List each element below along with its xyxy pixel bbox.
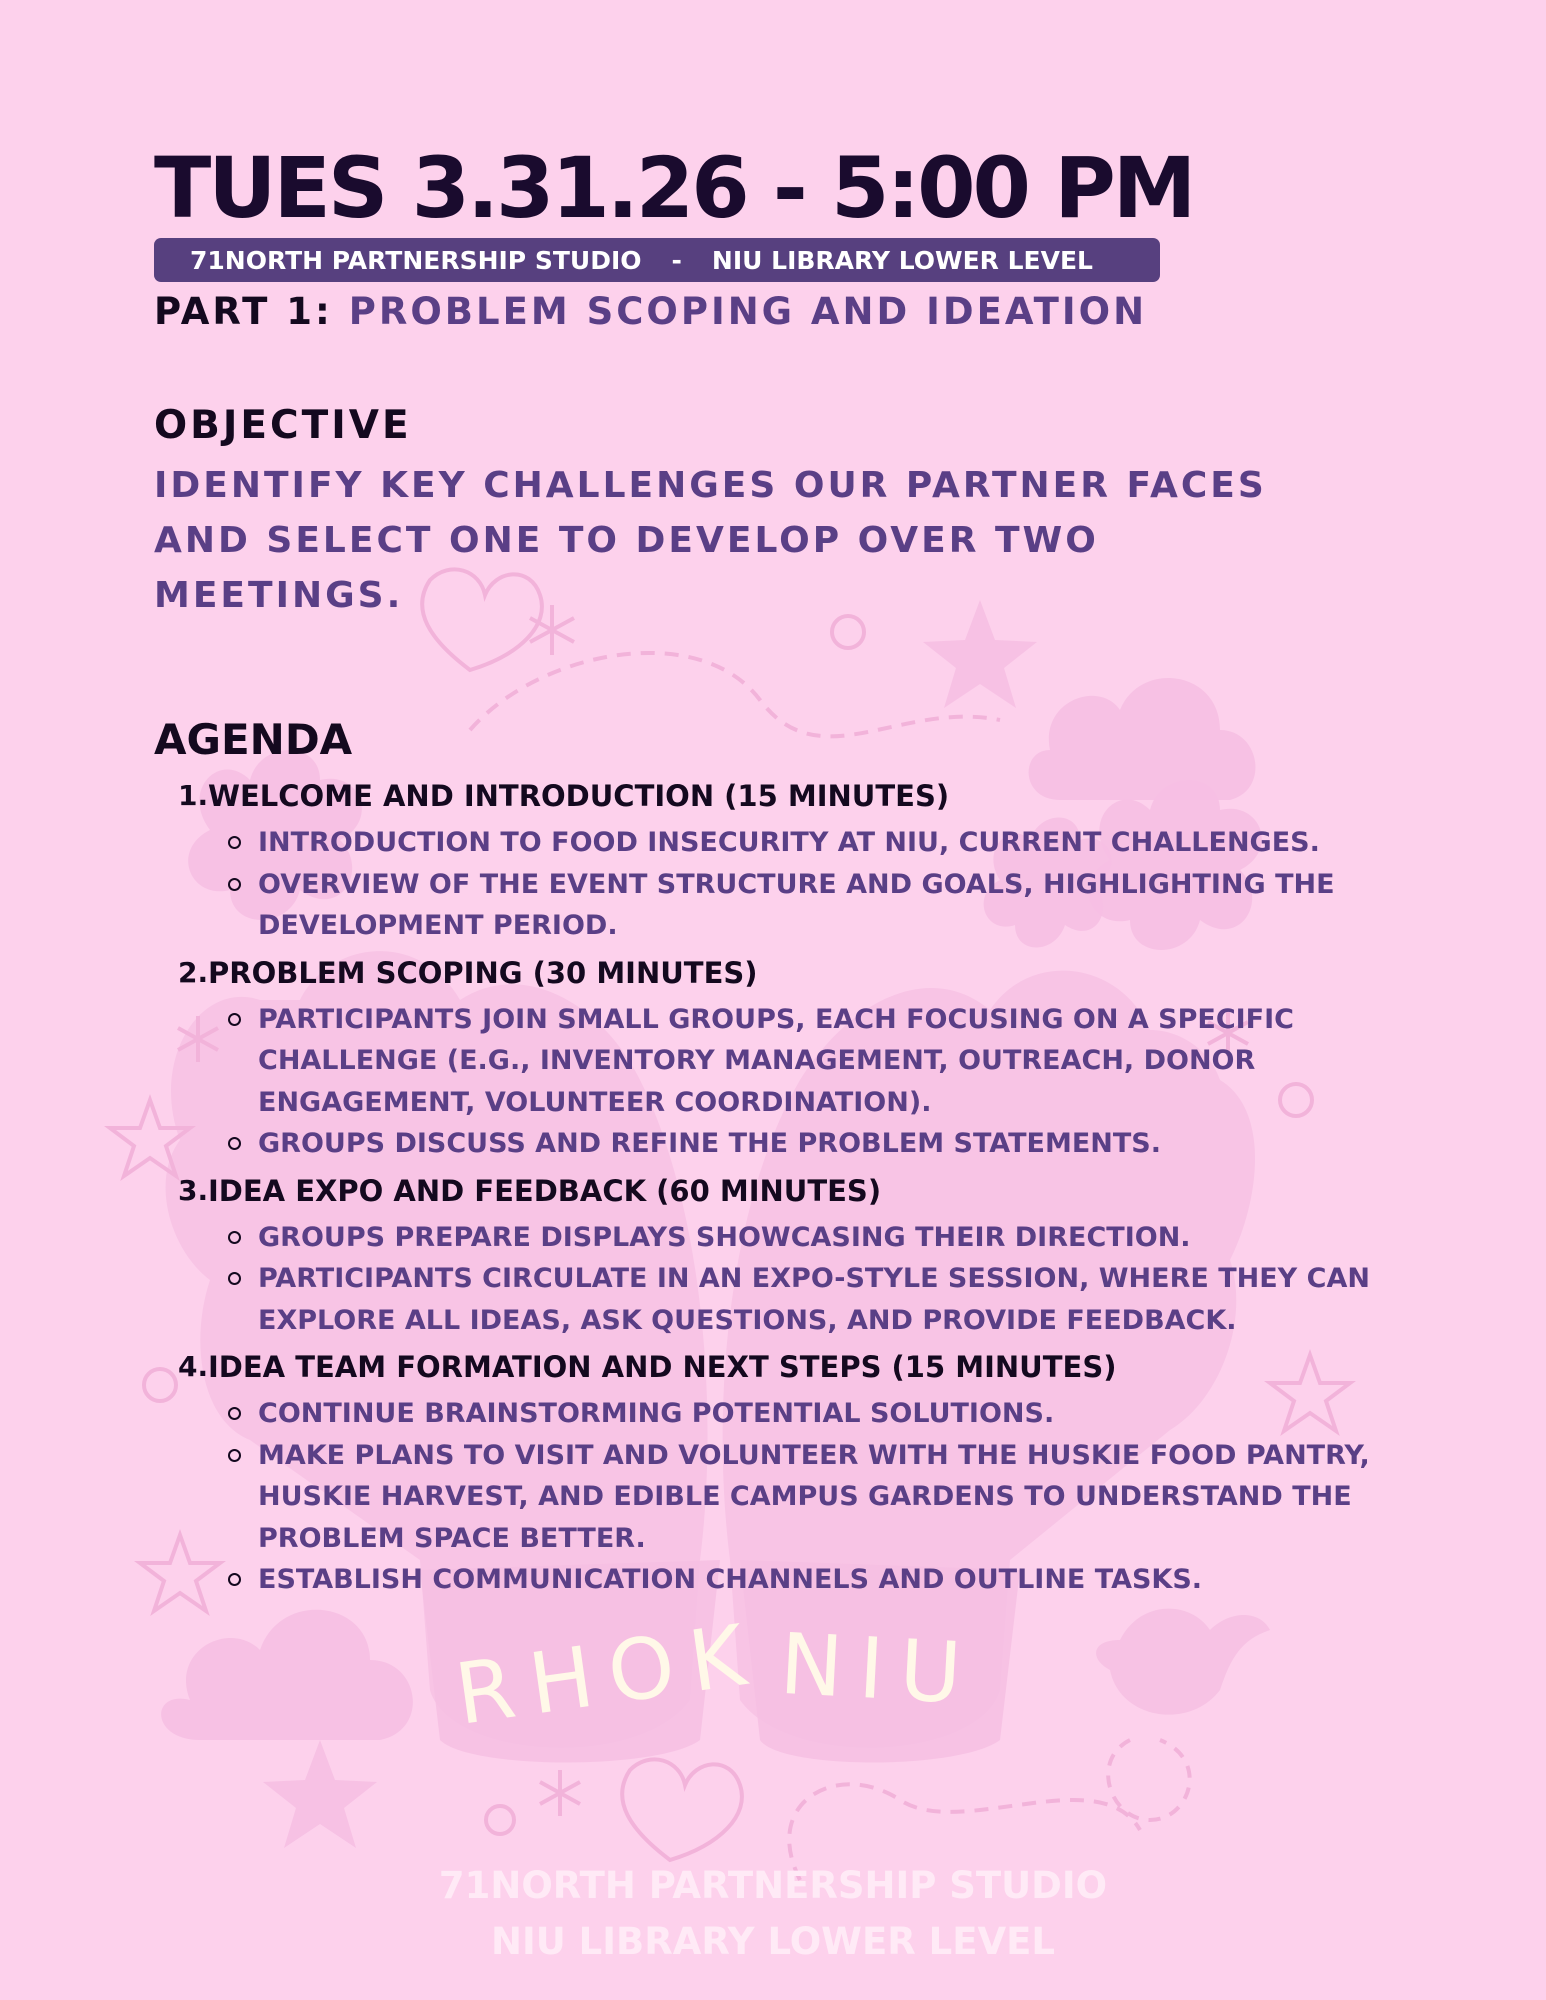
circle-4 bbox=[486, 1806, 514, 1834]
agenda-item bbox=[178, 951, 1414, 1165]
heart-bottom bbox=[622, 1759, 742, 1860]
bullet-icon bbox=[228, 1013, 241, 1026]
agenda-subitem-text: PARTICIPANTS CIRCULATE IN AN EXPO-STYLE SESSION, WHERE THEY CAN EXPLORE ALL IDEAS, ASK QUESTIONS, AND PROVIDE FEEDBACK. bbox=[258, 1263, 1370, 1336]
cloud-bottom-left bbox=[161, 1610, 413, 1740]
agenda-heading: AGENDA bbox=[154, 715, 353, 764]
agenda-item-title: WELCOME AND INTRODUCTION (15 MINUTES) bbox=[208, 779, 950, 813]
wordart-right: NIU bbox=[777, 1614, 980, 1724]
part-label: PART 1: bbox=[154, 290, 333, 333]
agenda-item-title: IDEA TEAM FORMATION AND NEXT STEPS (15 MINUTES) bbox=[208, 1350, 1117, 1384]
agenda-subitem bbox=[258, 1258, 1398, 1341]
agenda-list bbox=[154, 774, 1414, 1601]
agenda-subitem bbox=[258, 1393, 1398, 1435]
part-title: PROBLEM SCOPING AND IDEATION bbox=[348, 290, 1148, 333]
bullet-icon bbox=[228, 1272, 241, 1285]
footer-location bbox=[0, 1858, 1546, 1970]
bird-shape bbox=[1096, 1609, 1270, 1715]
agenda-subitem-text: PARTICIPANTS JOIN SMALL GROUPS, EACH FOCUSING ON A SPECIFIC CHALLENGE (E.G., INVENTORY MANAGEMENT, OUTREACH, DONOR ENGAGEMENT, VOLUNTEER COORDINATION). bbox=[258, 1003, 1294, 1118]
agenda-item-number: 1. bbox=[178, 779, 209, 812]
agenda-subitem bbox=[258, 864, 1398, 947]
venue-left: 71NORTH PARTNERSHIP STUDIO bbox=[190, 245, 642, 275]
agenda-item-title: PROBLEM SCOPING (30 MINUTES) bbox=[208, 955, 758, 990]
agenda-subitem bbox=[258, 999, 1398, 1124]
bullet-icon bbox=[228, 836, 241, 849]
agenda-subitems bbox=[208, 1393, 1414, 1601]
objective-text: IDENTIFY KEY CHALLENGES OUR PARTNER FACES AND SELECT ONE TO DEVELOP OVER TWO MEETINGS. bbox=[154, 465, 1267, 616]
bullet-icon bbox=[228, 1137, 241, 1150]
agenda-item-number: 3. bbox=[178, 1173, 209, 1207]
part-heading bbox=[154, 290, 1414, 333]
venue-right: NIU LIBRARY LOWER LEVEL bbox=[711, 245, 1093, 275]
asterisk-4 bbox=[540, 1770, 580, 1816]
agenda-subitem-text: GROUPS PREPARE DISPLAYS SHOWCASING THEIR DIRECTION. bbox=[258, 1221, 1191, 1253]
wordart-left: RHOK bbox=[449, 1604, 768, 1744]
bullet-icon bbox=[228, 878, 241, 891]
agenda-subitem-text: ESTABLISH COMMUNICATION CHANNELS AND OUTLINE TASKS. bbox=[258, 1564, 1203, 1595]
agenda-subitem bbox=[258, 822, 1398, 864]
agenda-subitem bbox=[258, 1559, 1398, 1601]
venue-banner bbox=[154, 238, 1160, 282]
agenda-subitems bbox=[208, 822, 1414, 947]
agenda-item bbox=[178, 774, 1414, 947]
agenda-item bbox=[178, 1345, 1414, 1601]
agenda-subitem bbox=[258, 1217, 1398, 1259]
objective-heading: OBJECTIVE bbox=[154, 403, 412, 448]
agenda-item bbox=[178, 1169, 1414, 1342]
agenda-item-number: 4. bbox=[178, 1350, 209, 1383]
agenda-item-number: 2. bbox=[178, 955, 209, 989]
footer-line-1: 71NORTH PARTNERSHIP STUDIO bbox=[438, 1864, 1108, 1907]
agenda-subitem bbox=[258, 1123, 1398, 1165]
agenda-subitem-text: MAKE PLANS TO VISIT AND VOLUNTEER WITH THE HUSKIE FOOD PANTRY, HUSKIE HARVEST, AND EDIBLE CAMPUS GARDENS TO UNDERSTAND THE PROBLEM SPACE BETTER. bbox=[258, 1439, 1370, 1554]
agenda-subitems bbox=[208, 1217, 1414, 1342]
flyer-content bbox=[154, 140, 1414, 1605]
agenda-subitem-text: INTRODUCTION TO FOOD INSECURITY AT NIU, CURRENT CHALLENGES. bbox=[258, 827, 1320, 858]
bullet-icon bbox=[228, 1231, 241, 1244]
footer-line-2: NIU LIBRARY LOWER LEVEL bbox=[491, 1920, 1055, 1963]
star-bottom bbox=[263, 1740, 377, 1848]
bullet-icon bbox=[228, 1407, 241, 1420]
agenda-subitem-text: GROUPS DISCUSS AND REFINE THE PROBLEM STATEMENTS. bbox=[258, 1128, 1161, 1159]
agenda-subitems bbox=[208, 999, 1414, 1165]
bullet-icon bbox=[228, 1573, 241, 1586]
agenda-subitem-text: CONTINUE BRAINSTORMING POTENTIAL SOLUTIONS. bbox=[258, 1398, 1055, 1429]
agenda-item-title: IDEA EXPO AND FEEDBACK (60 MINUTES) bbox=[208, 1173, 882, 1208]
event-date-time: TUES 3.31.26 - 5:00 PM bbox=[154, 139, 1194, 237]
venue-separator: - bbox=[671, 245, 682, 275]
agenda-subitem bbox=[258, 1435, 1398, 1560]
bullet-icon bbox=[228, 1449, 241, 1462]
agenda-subitem-text: OVERVIEW OF THE EVENT STRUCTURE AND GOALS, HIGHLIGHTING THE DEVELOPMENT PERIOD. bbox=[258, 868, 1335, 941]
